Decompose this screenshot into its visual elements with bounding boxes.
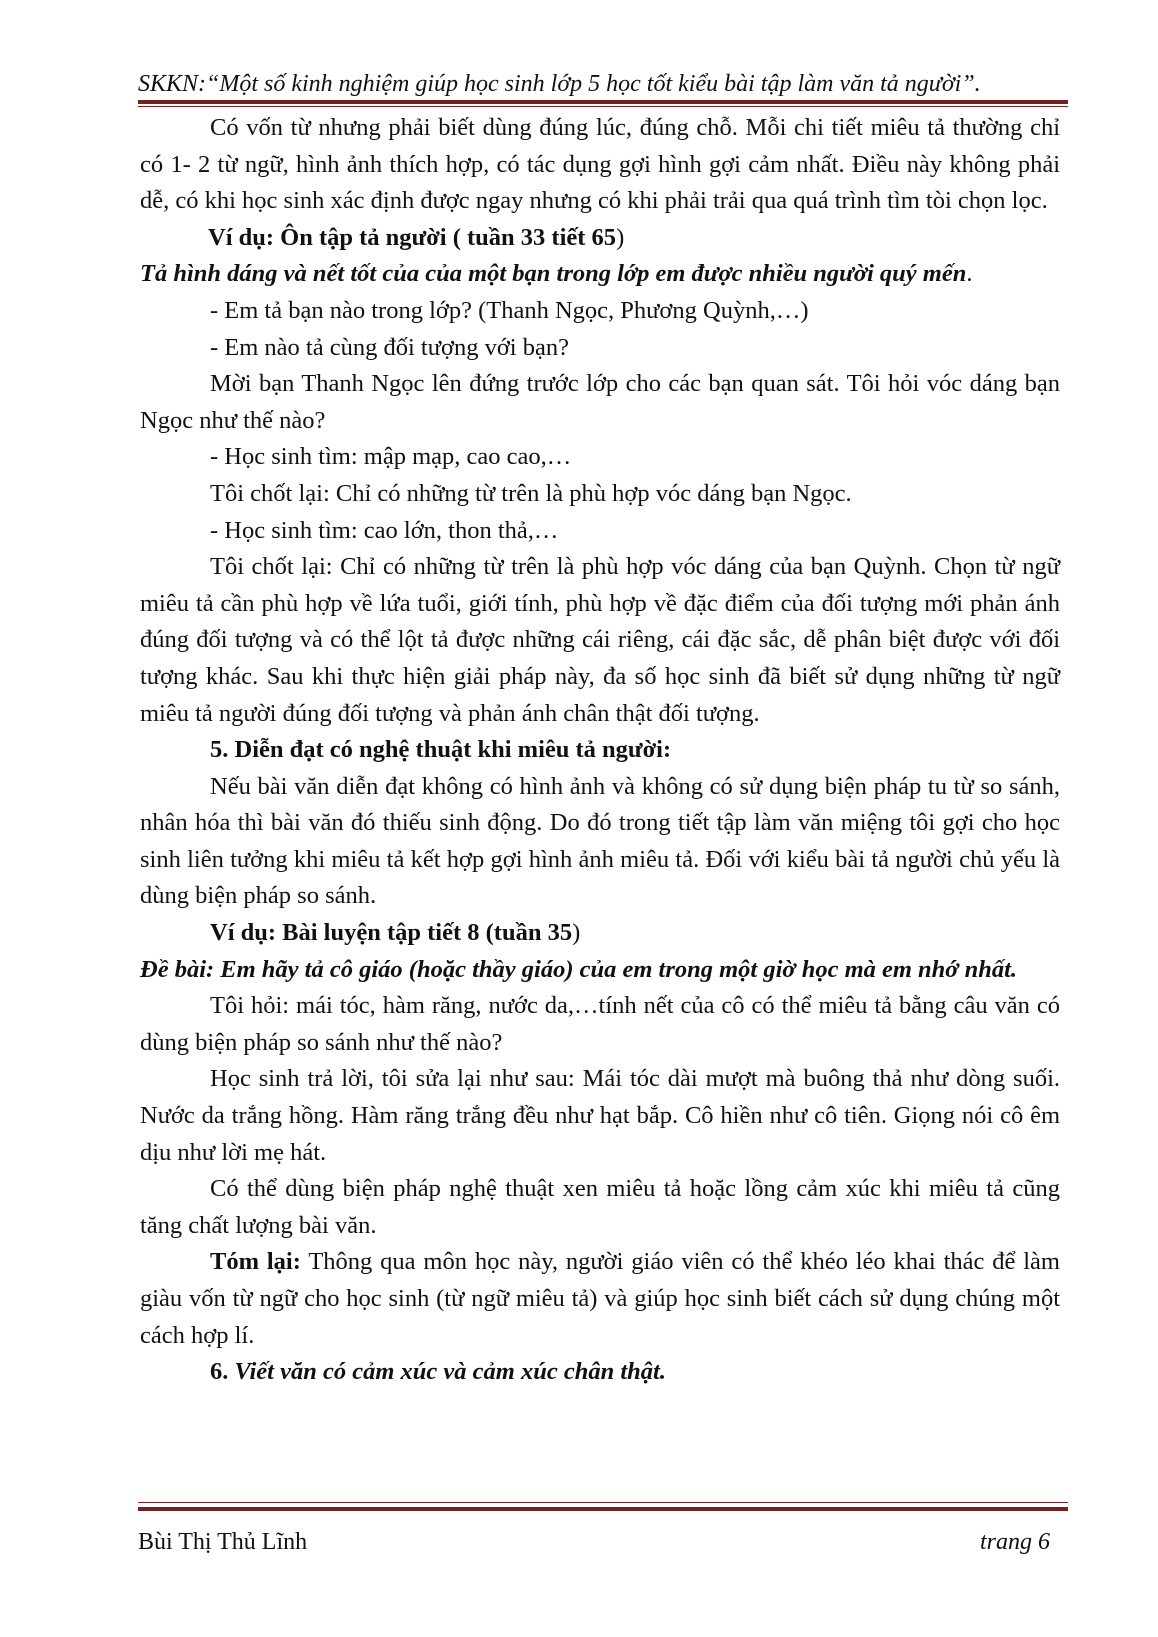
- header-rule-thin: [138, 106, 1068, 107]
- example-task: [140, 256, 1060, 293]
- header-rule-thick: [138, 100, 1068, 104]
- paragraph: Có thể dùng biện pháp nghệ thuật xen miêu tả hoặc lồng cảm xúc khi miêu tả cũng tăng chất lượng bài văn.: [140, 1175, 1060, 1239]
- question-line: - Em nào tả cùng đối tượng với bạn?: [210, 333, 569, 361]
- footer-author: Bùi Thị Thủ Lĩnh: [138, 1529, 308, 1555]
- section-heading-6: [140, 1354, 1060, 1391]
- paragraph: Có vốn từ nhưng phải biết dùng đúng lúc, đúng chỗ. Mỗi chi tiết miêu tả thường chỉ có 1- 2 từ ngữ, hình ảnh thích hợp, có tác dụng gợi hình gợi cảm nhất. Điều này không phải dễ, có khi học sinh xác định được ngay nhưng có khi phải trải qua quá trình tìm tòi chọn lọc.: [140, 114, 1060, 215]
- footer-rule-thick: [138, 1507, 1068, 1511]
- paragraph: Mời bạn Thanh Ngọc lên đứng trước lớp cho các bạn quan sát. Tôi hỏi vóc dáng bạn Ngọc như thế nào?: [140, 370, 1060, 434]
- question-line: - Em tả bạn nào trong lớp? (Thanh Ngọc, Phương Quỳnh,…): [210, 296, 809, 324]
- summary-paragraph: [140, 1244, 1060, 1354]
- example-heading-tail: ): [616, 223, 625, 251]
- paragraph: Tôi hỏi: mái tóc, hàm răng, nước da,…tính nết của cô có thể miêu tả bằng câu văn có dùng biện pháp so sánh như thế nào?: [140, 992, 1060, 1056]
- summary-label: Tóm lại:: [210, 1248, 301, 1276]
- footer-page-number: trang 6: [979, 1529, 1050, 1555]
- example-heading-bold: Ví dụ: Bài luyện tập tiết 8 (tuần 35: [210, 919, 573, 947]
- section-heading-5: 5. Diễn đạt có nghệ thuật khi miêu tả người:: [210, 736, 672, 764]
- paragraph: Tôi chốt lại: Chỉ có những từ trên là phù hợp vóc dáng của bạn Quỳnh. Chọn từ ngữ miêu tả cần phù hợp về lứa tuổi, giới tính, phù hợp về đặc điểm của đối tượng mới phản ánh đúng đối tượng và có thể lột tả được những cái riêng, cái đặc sắc, dễ phân biệt được với đối tượng khác. Sau khi thực hiện giải pháp này, đa số học sinh đã biết sử dụng những từ ngữ miêu tả người đúng đối tượng và phản ánh chân thật đối tượng.: [140, 553, 1060, 727]
- example-heading: [140, 915, 1060, 952]
- example-task: Đề bài: Em hãy tả cô giáo (hoặc thầy giáo) của em trong một giờ học mà em nhớ nhất.: [140, 955, 1018, 983]
- example-heading-bold: Ví dụ: Ôn tập tả người ( tuần 33 tiết 65: [208, 223, 617, 251]
- example-task-text: Tả hình dáng và nết tốt của của một bạn trong lớp em được nhiều người quý mến: [140, 260, 967, 288]
- page-header: SKKN:“Một số kinh nghiệm giúp học sinh lớp 5 học tốt kiểu bài tập làm văn tả người”.: [138, 71, 981, 97]
- answer-line: - Học sinh tìm: mập mạp, cao cao,…: [210, 443, 572, 471]
- example-task-tail: .: [966, 260, 973, 288]
- section-heading-6-text: Viết văn có cảm xúc và cảm xúc chân thật.: [234, 1358, 666, 1386]
- example-heading-tail: ): [572, 919, 581, 947]
- paragraph: Nếu bài văn diễn đạt không có hình ảnh và không có sử dụng biện pháp tu từ so sánh, nhân hóa thì bài văn đó thiếu sinh động. Do đó trong tiết tập làm văn miệng tôi gợi cho học sinh liên tưởng khi miêu tả kết hợp gợi hình ảnh miêu tả. Đối với kiểu bài tả người chủ yếu là dùng biện pháp so sánh.: [140, 772, 1060, 910]
- document-body: [140, 110, 1060, 1391]
- paragraph: Học sinh trả lời, tôi sửa lại như sau: Mái tóc dài mượt mà buông thả như dòng suối. Nước da trắng hồng. Hàm răng trắng đều như hạt bắp. Cô hiền như cô tiên. Giọng nói cô êm dịu như lời mẹ hát.: [140, 1065, 1060, 1166]
- summary-text: Thông qua môn học này, người giáo viên có thể khéo léo khai thác để làm giàu vốn từ ngữ cho học sinh (từ ngữ miêu tả) và giúp học sinh biết cách sử dụng chúng một cách hợp lí.: [140, 1248, 1060, 1349]
- example-heading: [140, 220, 1060, 257]
- answer-line: - Học sinh tìm: cao lớn, thon thả,…: [210, 516, 559, 544]
- section-heading-6-number: 6.: [210, 1358, 235, 1386]
- footer-rule-thin: [138, 1502, 1068, 1503]
- conclusion-line: Tôi chốt lại: Chỉ có những từ trên là phù hợp vóc dáng bạn Ngọc.: [210, 479, 852, 507]
